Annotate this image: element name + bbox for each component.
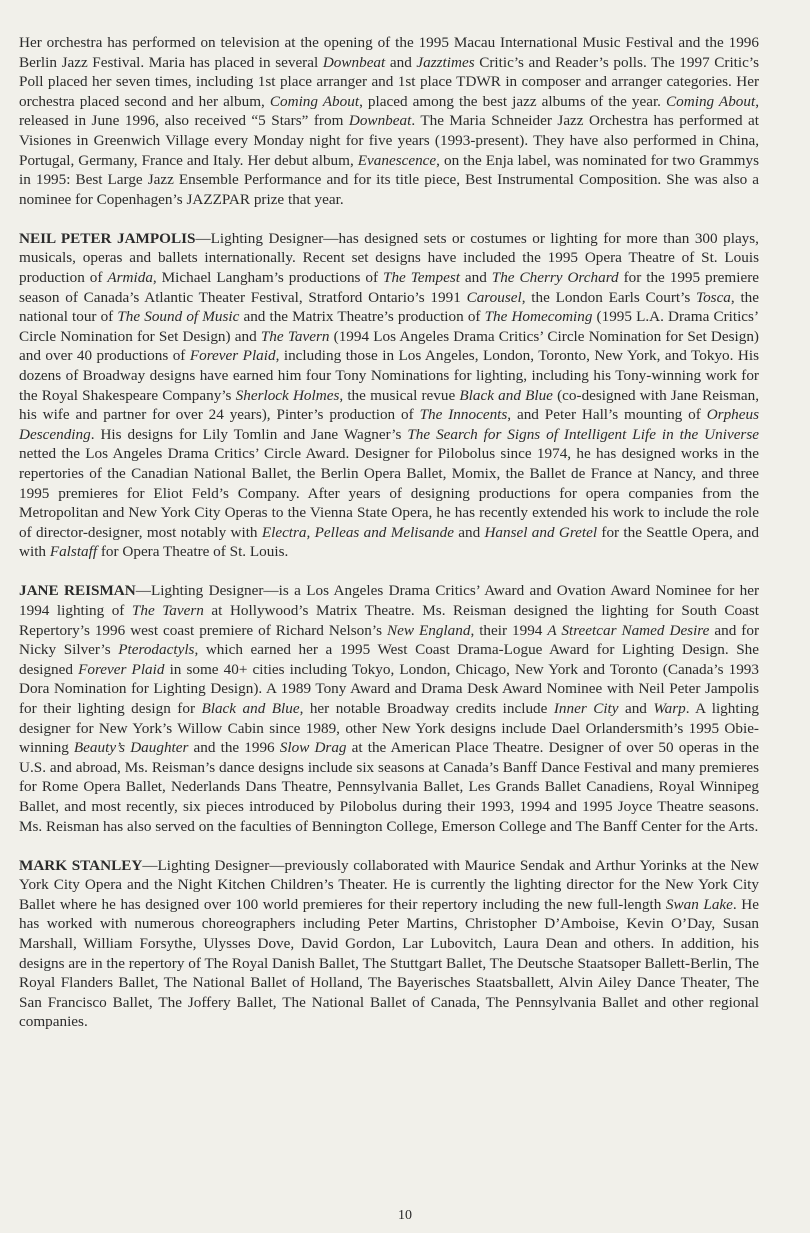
- bio-list: [19, 33, 759, 1032]
- bio-text: , the musical revue: [339, 386, 460, 404]
- bio-text: Her orchestra has performed on television at the opening of the 1995 Macau International Music Festival and the 1996 Berlin Jazz Festival. Maria has placed in several: [19, 34, 759, 71]
- italic-title: Hansel and Gretel: [484, 523, 598, 541]
- bio-text: Critic’s and Reader’s polls. The 1997 Critic’s Poll placed her seven times, including 1st place arranger and 1st place TDWR in composer and arranger categories. Her orchestra placed second and her album,: [19, 53, 759, 110]
- bio-text: (co-designed with Jane Reisman, his wife and partner for over 24 years), Pinter’s production of: [19, 386, 760, 424]
- italic-title: Orpheus Descending: [19, 406, 759, 443]
- bio-text: for the 1995 premiere season of Canada’s Atlantic Theater Festival, Stratford Ontario’s 1991: [19, 269, 759, 306]
- bio-text: (1994 Los Angeles Drama Critics’ Circle Nomination for Set Design) and over 40 productions of: [19, 327, 759, 365]
- bio-text: . The Maria Schneider Jazz Orchestra has performed at Visiones in Greenwich Village every Monday night for five years (1993-present). They have also performed in China, Portugal, Germany, France and Italy. Her debut album,: [19, 112, 759, 169]
- bio-text: , their 1994: [470, 621, 548, 639]
- bio-text: , and Peter Hall’s mounting of: [507, 406, 707, 424]
- italic-title: New England: [386, 621, 471, 639]
- bio-name: JANE REISMAN: [19, 582, 136, 600]
- italic-title: Forever Plaid: [78, 660, 165, 678]
- bio-text: netted the Los Angeles Drama Critics’ Circle Award. Designer for Pilobolus since 1974, he has designed works in the repertories of the Canadian National Ballet, the Berlin Opera Ballet, Momix, the Ballet de France at Nancy, and three 1995 premieres for Eliot Feld’s Company. After years of designing productions for opera companies from the Metropolitan and New York City Operas to the Vienna State Opera, he has recently extended his work to include the role of director-designer, most notably with: [19, 445, 759, 541]
- italic-title: Slow Drag: [279, 739, 347, 757]
- bio-paragraph: [19, 33, 759, 209]
- italic-title: Coming About: [666, 92, 756, 110]
- bio-text: , on the Enja label, was nominated for two Grammys in 1995: Best Large Jazz Ensemble Performance and for its title piece, Best Instrumental Composition. She was also a nominee for Copenhagen’s JAZZPAR prize that year.: [19, 151, 759, 208]
- bio-text: (1995 L.A. Drama Critics’ Circle Nomination for Set Design) and: [19, 308, 760, 345]
- bio-text: for the Seattle Opera, and with: [19, 523, 759, 561]
- bio-text: and: [453, 523, 485, 541]
- bio-text: and the 1996: [188, 739, 280, 757]
- italic-title: Warp: [653, 700, 686, 717]
- bio-paragraph: [19, 581, 759, 836]
- bio-text: and: [459, 269, 492, 287]
- bio-paragraph: [19, 229, 759, 562]
- italic-title: Forever Plaid: [189, 347, 276, 365]
- bio-text: . His designs for Lily Tomlin and Jane Wagner’s: [90, 425, 408, 443]
- italic-title: The Tempest: [383, 269, 460, 287]
- bio-text: at Hollywood’s Matrix Theatre. Ms. Reisman designed the lighting for South Coast Repertory’s 1996 west coast premiere of Richard Nelson’s: [19, 602, 759, 639]
- bio-name: MARK STANLEY: [19, 856, 143, 874]
- italic-title: Falstaff: [49, 543, 98, 561]
- bio-text: and for Nicky Silver’s: [19, 621, 760, 659]
- italic-title: Swan Lake: [665, 895, 733, 913]
- italic-title: Electra, Pelleas and Melisande: [261, 523, 454, 541]
- bio-text: and: [618, 700, 654, 717]
- italic-title: The Homecoming: [484, 308, 593, 326]
- italic-title: Downbeat: [348, 112, 412, 130]
- bio-text: , including those in Los Angeles, London, Toronto, New York, and Tokyo. His dozens of Broadway designs have earned him four Tony Nominations for lighting, including his Tony-winning work for the Royal Shakespeare Company’s: [19, 347, 759, 404]
- italic-title: The Tavern: [260, 327, 330, 345]
- bio-name: NEIL PETER JAMPOLIS: [19, 229, 196, 247]
- italic-title: Jazztimes: [416, 53, 475, 71]
- italic-title: Black and Blue: [201, 700, 300, 717]
- italic-title: Coming About: [269, 92, 360, 110]
- page-number: 10: [398, 1208, 412, 1223]
- bio-text: , the national tour of: [19, 288, 760, 326]
- italic-title: The Sound of Music: [117, 308, 240, 326]
- italic-title: The Tavern: [131, 602, 204, 620]
- italic-title: Black and Blue: [459, 386, 553, 404]
- italic-title: Carousel: [466, 288, 522, 306]
- italic-title: Tosca: [696, 288, 731, 306]
- italic-title: The Innocents: [419, 406, 508, 424]
- italic-title: Armida: [107, 269, 153, 287]
- bio-text: , placed among the best jazz albums of the year.: [359, 92, 667, 110]
- bio-text: , her notable Broadway credits include: [299, 700, 554, 717]
- bio-text: and the Matrix Theatre’s production of: [239, 308, 485, 326]
- bio-text: , Michael Langham’s productions of: [152, 269, 383, 287]
- bio-text: and: [385, 53, 417, 71]
- bio-text: for Opera Theatre of St. Louis.: [97, 543, 289, 561]
- italic-title: Beauty’s Daughter: [73, 739, 189, 757]
- italic-title: A Streetcar Named Desire: [547, 621, 710, 639]
- bio-text: , which earned her a 1995 West Coast Drama-Logue Award for Lighting Design. She designed: [19, 641, 760, 678]
- italic-title: Sherlock Holmes: [235, 386, 340, 404]
- bio-text: —Lighting Designer—is a Los Angeles Drama Critics’ Award and Ovation Award Nominee for her 1994 lighting of: [19, 582, 760, 620]
- bio-text: at the American Place Theatre. Designer of over 50 operas in the U.S. and abroad, Ms. Reisman’s dance designs include six seasons at Canada’s Banff Dance Festival and many premieres for Rome Opera Ballet, Nederlands Dans Theatre, Pennsylvania Ballet, Les Grands Ballet Canadiens, Royal Winnipeg Ballet, and most recently, six pieces introduced by Pilobolus during their 1993, 1994 and 1995 Joyce Theatre seasons. Ms. Reisman has also served on the faculties of Bennington College, Emerson College and The Banff Center for the Arts.: [19, 739, 759, 835]
- bio-text: —Lighting Designer—has designed sets or costumes or lighting for more than 300 plays, musicals, operas and ballets internationally. Recent set designs have included the 1995 Opera Theatre of St. Louis production of: [19, 229, 759, 287]
- bio-text: , the London Earls Court’s: [521, 288, 697, 306]
- italic-title: Inner City: [553, 700, 619, 717]
- bio-text: —Lighting Designer—previously collaborated with Maurice Sendak and Arthur Yorinks at the New York City Opera and the Night Kitchen Children’s Theater. He is currently the lighting director for the New York City Ballet where he has designed over 100 world premieres for their repertory including the new full-length: [19, 856, 759, 913]
- bio-text: . A lighting designer for New York’s Willow Cabin since 1989, other New York designs include Dael Orlandersmith’s 1995 Obie-winning: [19, 700, 759, 757]
- bio-text: , released in June 1996, also received “5 Stars” from: [19, 92, 759, 130]
- bio-text: in some 40+ cities including Tokyo, London, Chicago, New York and Toronto (Canada’s 1993 Dora Nomination for Lighting Design). A 1989 Tony Award and Drama Desk Award Nominee with Neil Peter Jampolis for their lighting design for: [19, 660, 759, 717]
- bio-paragraph: [19, 856, 759, 1032]
- italic-title: Downbeat: [322, 53, 386, 71]
- italic-title: Evanescence: [357, 151, 437, 169]
- italic-title: Pterodactyls: [118, 641, 195, 659]
- italic-title: The Search for Signs of Intelligent Life in the Universe: [407, 425, 759, 443]
- italic-title: The Cherry Orchard: [491, 269, 619, 287]
- bio-text: . He has worked with numerous choreographers including Peter Martins, Christopher D’Amboise, Kevin O’Day, Susan Marshall, William Forsythe, Ulysses Dove, David Gordon, Lar Lubovitch, Laura Dean and others. In addition, his designs are in the repertory of The Royal Danish Ballet, The Stuttgart Ballet, The Deutsche Staatsoper Ballett-Berlin, The Royal Flanders Ballet, The National Ballet of Holland, The Bayerisches Staatsballett, Alvin Ailey Dance Theater, The San Francisco Ballet, The Joffery Ballet, The National Ballet of Canada, The Pennsylvania Ballet and other regional companies.: [19, 895, 760, 1031]
